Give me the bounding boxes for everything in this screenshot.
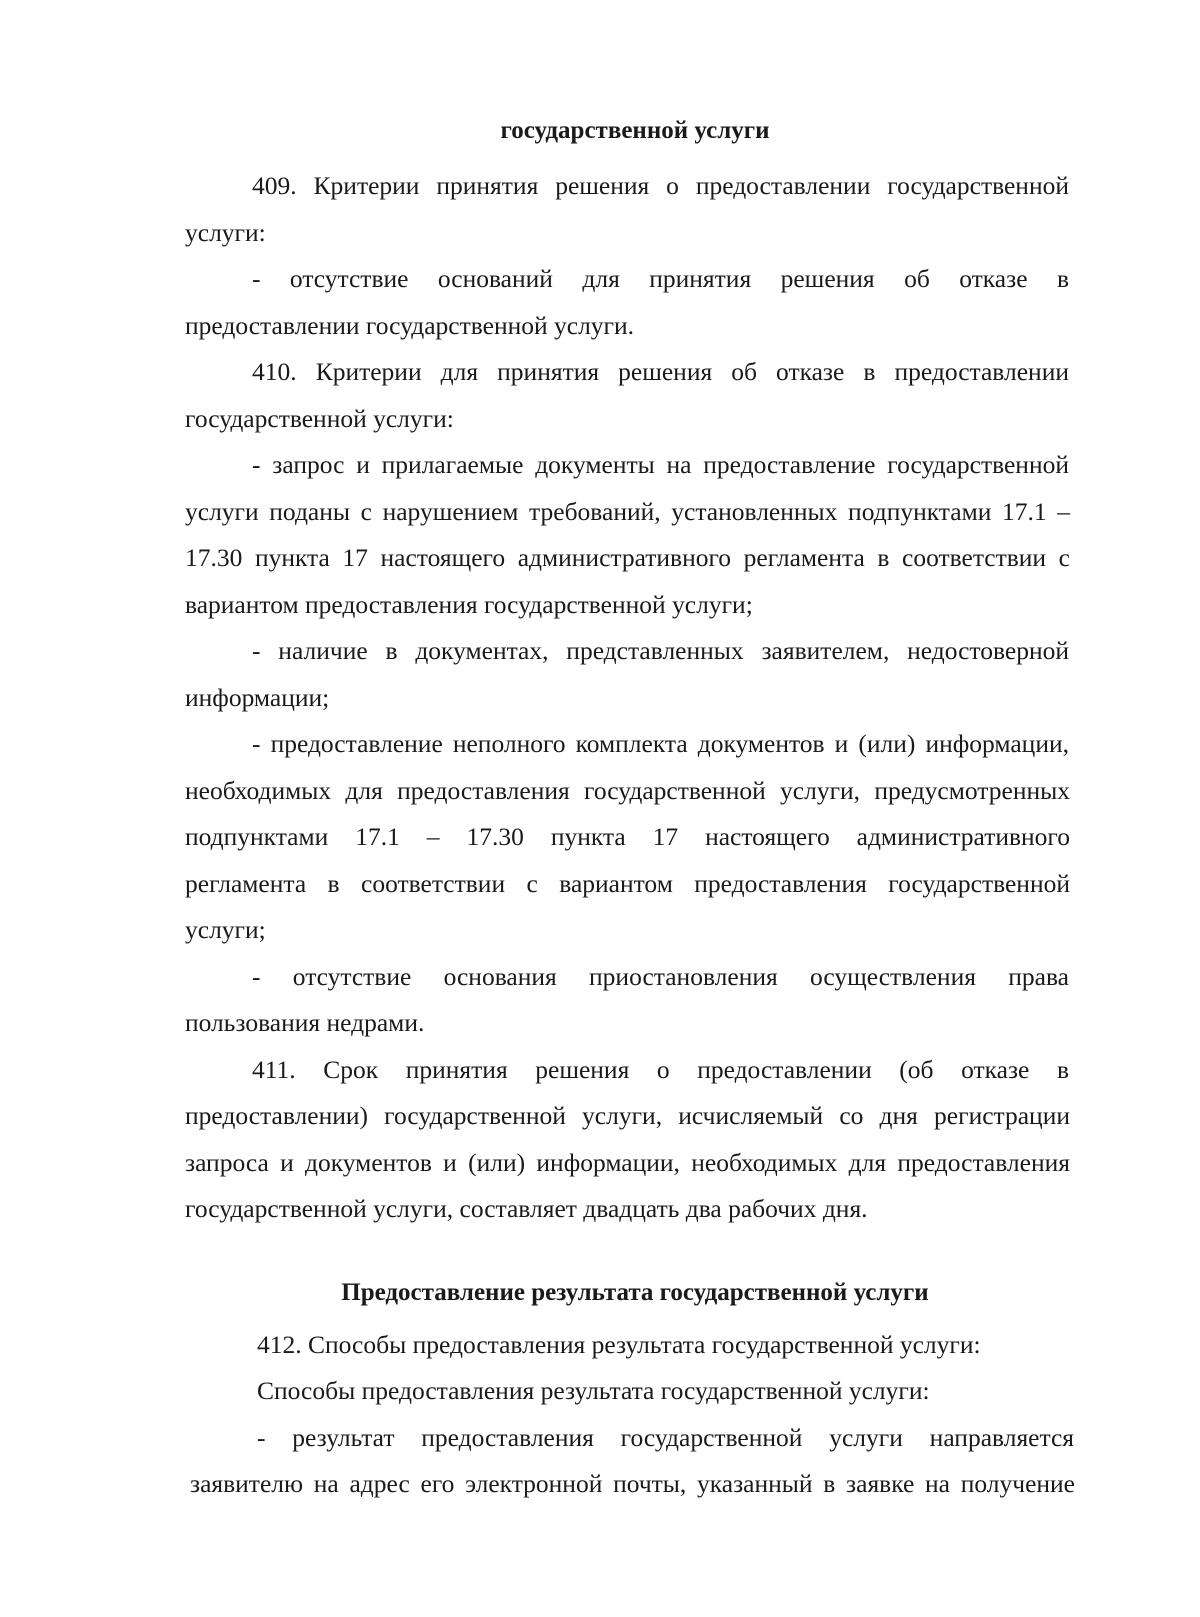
text-line-410-a-2: услуги поданы с нарушением требований, установленных подпунктами 17.1 – [185,497,1070,526]
text-line-410-b-1: - наличие в документах, представленных заявителем, недостоверной [252,636,1069,665]
text-line-409-2: услуги: [185,218,266,247]
text-line-410-d-1: - отсутствие основания приостановления осуществления права [252,962,1069,991]
text-line-410-b-2: информации; [185,683,330,712]
text-line-410-c-4: регламента в соответствии с вариантом предоставления государственной [185,869,1070,898]
text-line-410-d-2: пользования недрами. [185,1008,425,1037]
text-line-409-item-1: - отсутствие оснований для принятия решения об отказе в [252,264,1069,293]
text-line-410-2: государственной услуги: [185,404,454,433]
text-line-411-4: государственной услуги, составляет двадцать два рабочих дня. [185,1194,868,1223]
text-line-410-a-4: вариантом предоставления государственной услуги; [185,590,753,619]
text-line-411-2: предоставлении) государственной услуги, исчисляемый со дня регистрации [185,1101,1070,1130]
text-line-410-c-1: - предоставление неполного комплекта документов и (или) информации, [252,729,1069,758]
section-heading-result: Предоставление результата государственной услуги [341,1279,929,1306]
text-line-409-1: 409. Критерии принятия решения о предоставлении государственной [252,171,1069,200]
text-line-410-1: 410. Критерии для принятия решения об отказе в предоставлении [252,357,1069,386]
text-line-411-1: 411. Срок принятия решения о предоставлении (об отказе в [252,1055,1069,1084]
text-line-410-a-1: - запрос и прилагаемые документы на предоставление государственной [252,450,1069,479]
text-line-410-c-3: подпунктами 17.1 – 17.30 пункта 17 настоящего административного [185,822,1070,851]
text-line-410-a-3: 17.30 пункта 17 настоящего административного регламента в соответствии с [185,543,1070,572]
text-line-412-2: Способы предоставления результата государственной услуги: [257,1376,930,1405]
text-line-412-item-1: - результат предоставления государственной услуги направляется [257,1423,1074,1452]
section-heading-top: государственной услуги [500,117,770,144]
text-line-411-3: запроса и документов и (или) информации, необходимых для предоставления [185,1148,1070,1177]
text-line-410-c-5: услуги; [185,915,266,944]
text-line-410-c-2: необходимых для предоставления государственной услуги, предусмотренных [185,776,1070,805]
text-line-412-item-2: заявителю на адрес его электронной почты, указанный в заявке на получение [190,1469,1075,1498]
text-line-409-item-2: предоставлении государственной услуги. [185,311,635,340]
text-line-412-1: 412. Способы предоставления результата государственной услуги: [257,1330,981,1359]
